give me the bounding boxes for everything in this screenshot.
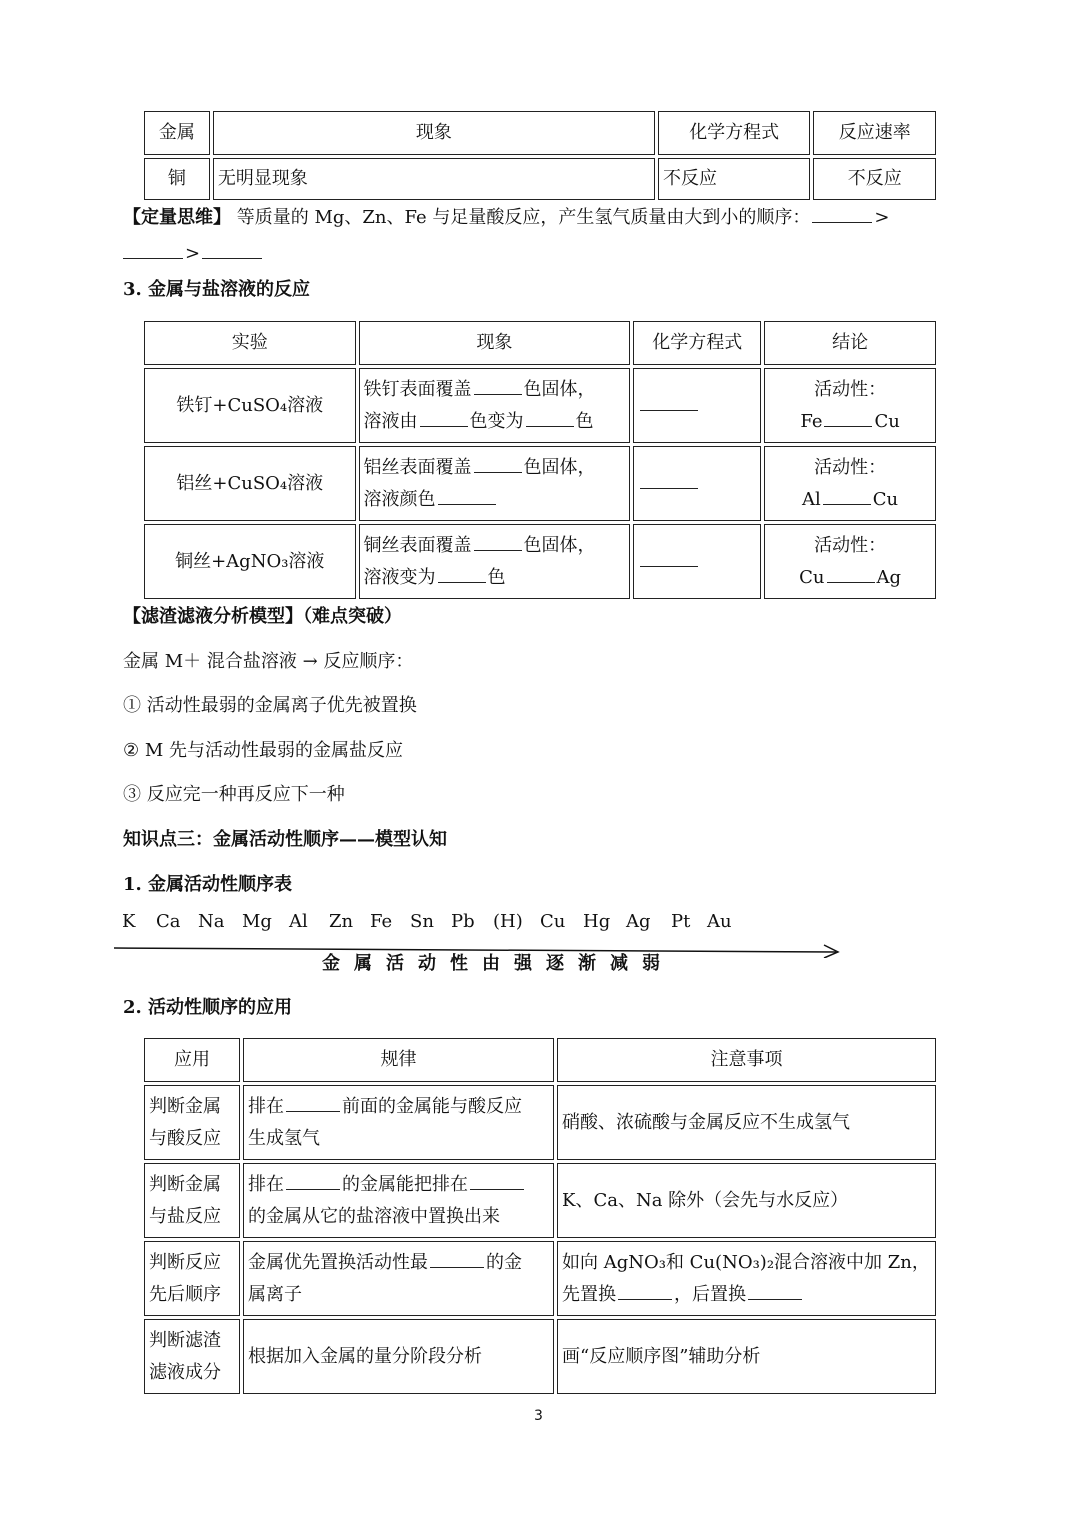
quant-line-2: [123, 239, 264, 269]
blank: [640, 392, 698, 411]
text: 色固体，: [523, 456, 596, 478]
header-metal: 金属: [144, 111, 210, 155]
blank: [824, 408, 872, 427]
phenomenon-cell: [359, 446, 631, 521]
rule-cell: 根据加入金属的量分阶段分析: [243, 1319, 554, 1394]
text: 色: [575, 410, 594, 432]
text: 溶液颜色: [363, 488, 436, 510]
blank: [430, 1249, 484, 1268]
blank: [438, 564, 486, 583]
conclusion-cell: [764, 446, 936, 521]
text: Cu: [872, 488, 899, 510]
arrow-label: 金属活动性由强逐渐减弱: [322, 953, 674, 974]
quant-text: 等质量的 Mg、Zn、Fe 与足量酸反应，产生氢气质量由大到小的顺序：: [236, 207, 811, 228]
rule-cell: [243, 1241, 554, 1316]
blank: [474, 454, 522, 473]
text: 先置换: [562, 1283, 616, 1305]
gt-sign: >: [874, 207, 890, 228]
text: 活动性：: [814, 534, 887, 556]
phenomenon-cell: [359, 524, 631, 599]
k3-sub1: 1. 金属活动性顺序表: [123, 874, 293, 895]
conclusion-cell: [764, 524, 936, 599]
cell-phenomenon: 无明显现象: [213, 158, 655, 200]
text: 属离子: [248, 1283, 302, 1305]
application-table: [141, 1035, 939, 1397]
blank: [286, 1171, 340, 1190]
text: 溶液变为: [363, 566, 436, 588]
text: 色固体，: [523, 534, 596, 556]
blank: [123, 240, 183, 259]
blank: [618, 1281, 672, 1300]
app-cell: [144, 1163, 240, 1238]
text: Cu: [874, 410, 900, 432]
blank: [438, 486, 496, 505]
exp-cell: 铜丝+AgNO₃溶液: [144, 524, 356, 599]
salt-reaction-table: [141, 318, 939, 602]
series-mg: Mg: [242, 911, 272, 932]
series-au: Au: [707, 911, 732, 932]
note-cell: K、Ca、Na 除外（会先与水反应）: [557, 1163, 936, 1238]
series-zn: Zn: [329, 911, 354, 932]
equation-cell: [633, 524, 761, 599]
app-cell: [144, 1319, 240, 1394]
series-sn: Sn: [410, 911, 434, 932]
text: 色固体，: [523, 378, 596, 400]
header-equation: 化学方程式: [633, 321, 761, 365]
header-phenomenon: 现象: [213, 111, 655, 155]
text: 前面的金属能与酸反应: [342, 1095, 522, 1117]
exp-cell: 铝丝+CuSO₄溶液: [144, 446, 356, 521]
blank: [474, 532, 522, 551]
text: Cu: [799, 566, 825, 588]
exp-cell: 铁钉+CuSO₄溶液: [144, 368, 356, 443]
rule-cell: [243, 1163, 554, 1238]
blank: [474, 376, 522, 395]
app-cell: [144, 1085, 240, 1160]
k3-sub2: 2. 活动性顺序的应用: [123, 997, 293, 1018]
header-notes: 注意事项: [557, 1038, 936, 1082]
gt-sign: >: [185, 243, 201, 264]
blank: [470, 1171, 524, 1190]
quant-line: [123, 203, 889, 233]
conclusion-cell: [764, 368, 936, 443]
blank: [286, 1093, 340, 1112]
series-cu: Cu: [540, 911, 566, 932]
text: 与酸反应: [149, 1127, 221, 1149]
text: 色变为: [469, 410, 524, 432]
text: 判断金属: [149, 1095, 221, 1117]
model-line-2: ② M 先与活动性最弱的金属盐反应: [123, 740, 404, 761]
blank: [812, 204, 872, 223]
text: 金属优先置换活动性最: [248, 1251, 428, 1273]
text: 判断反应: [149, 1251, 221, 1273]
quant-label: 【定量思维】: [123, 207, 231, 228]
text: 如向 AgNO₃和 Cu(NO₃)₂混合溶液中加 Zn，: [562, 1251, 930, 1273]
series-al: Al: [289, 911, 308, 932]
note-cell: 画“反应顺序图”辅助分析: [557, 1319, 936, 1394]
app-cell: [144, 1241, 240, 1316]
series-ca: Ca: [156, 911, 181, 932]
blank: [827, 564, 875, 583]
text: 排在: [248, 1173, 284, 1195]
series-pb: Pb: [451, 911, 475, 932]
equation-cell: [633, 446, 761, 521]
series-h: (H): [493, 911, 523, 932]
text: 先后顺序: [149, 1283, 221, 1305]
text: 判断金属: [149, 1173, 221, 1195]
text: 滤液成分: [149, 1361, 221, 1383]
text: Fe: [800, 410, 823, 432]
text: ，后置换: [674, 1283, 746, 1305]
blank: [420, 408, 468, 427]
header-application: 应用: [144, 1038, 240, 1082]
text: 生成氢气: [248, 1127, 320, 1149]
series-k: K: [122, 911, 136, 932]
model-line-1: ① 活动性最弱的金属离子优先被置换: [123, 695, 417, 716]
cell-equation: 不反应: [658, 158, 810, 200]
phenomenon-cell: [359, 368, 631, 443]
text: 铜丝表面覆盖: [363, 534, 472, 556]
text: 铁钉表面覆盖: [363, 378, 472, 400]
text: 铝丝表面覆盖: [363, 456, 472, 478]
blank: [748, 1281, 802, 1300]
k3-title: 知识点三：金属活动性顺序——模型认知: [123, 829, 447, 850]
cell-metal: 铜: [144, 158, 210, 200]
series-fe: Fe: [370, 911, 393, 932]
series-hg: Hg: [583, 911, 611, 932]
header-rate: 反应速率: [813, 111, 936, 155]
text: 的金属从它的盐溶液中置换出来: [248, 1205, 500, 1227]
series-ag: Ag: [626, 911, 651, 932]
rule-cell: [243, 1085, 554, 1160]
text: Ag: [876, 566, 902, 588]
note-cell: 硝酸、浓硫酸与金属反应不生成氢气: [557, 1085, 936, 1160]
header-phenomenon: 现象: [359, 321, 631, 365]
header-experiment: 实验: [144, 321, 356, 365]
section3-title: 3. 金属与盐溶液的反应: [123, 279, 311, 300]
header-equation: 化学方程式: [658, 111, 810, 155]
blank: [202, 240, 262, 259]
text: Al: [802, 488, 821, 510]
blank: [526, 408, 574, 427]
blank: [640, 548, 698, 567]
blank: [823, 486, 871, 505]
text: 的金属能把排在: [342, 1173, 468, 1195]
blank: [640, 470, 698, 489]
text: 溶液由: [363, 410, 418, 432]
model-title: 【滤渣滤液分析模型】（难点突破）: [123, 606, 402, 627]
series-na: Na: [198, 911, 225, 932]
text: 活动性：: [814, 456, 887, 478]
header-rule: 规律: [243, 1038, 554, 1082]
note-cell: [557, 1241, 936, 1316]
text: 与盐反应: [149, 1205, 221, 1227]
series-pt: Pt: [671, 911, 691, 932]
text: 判断滤渣: [149, 1329, 221, 1351]
header-conclusion: 结论: [764, 321, 936, 365]
text: 色: [487, 566, 506, 588]
text: 活动性：: [814, 378, 887, 400]
text: 的金: [486, 1251, 522, 1273]
cell-rate: 不反应: [813, 158, 936, 200]
model-line-0: 金属 M＋ 混合盐溶液 → 反应顺序：: [123, 651, 414, 672]
model-line-3: ③ 反应完一种再反应下一种: [123, 784, 345, 805]
metal-phenomenon-table: [141, 108, 939, 203]
page-number: 3: [534, 1408, 543, 1424]
text: 排在: [248, 1095, 284, 1117]
equation-cell: [633, 368, 761, 443]
